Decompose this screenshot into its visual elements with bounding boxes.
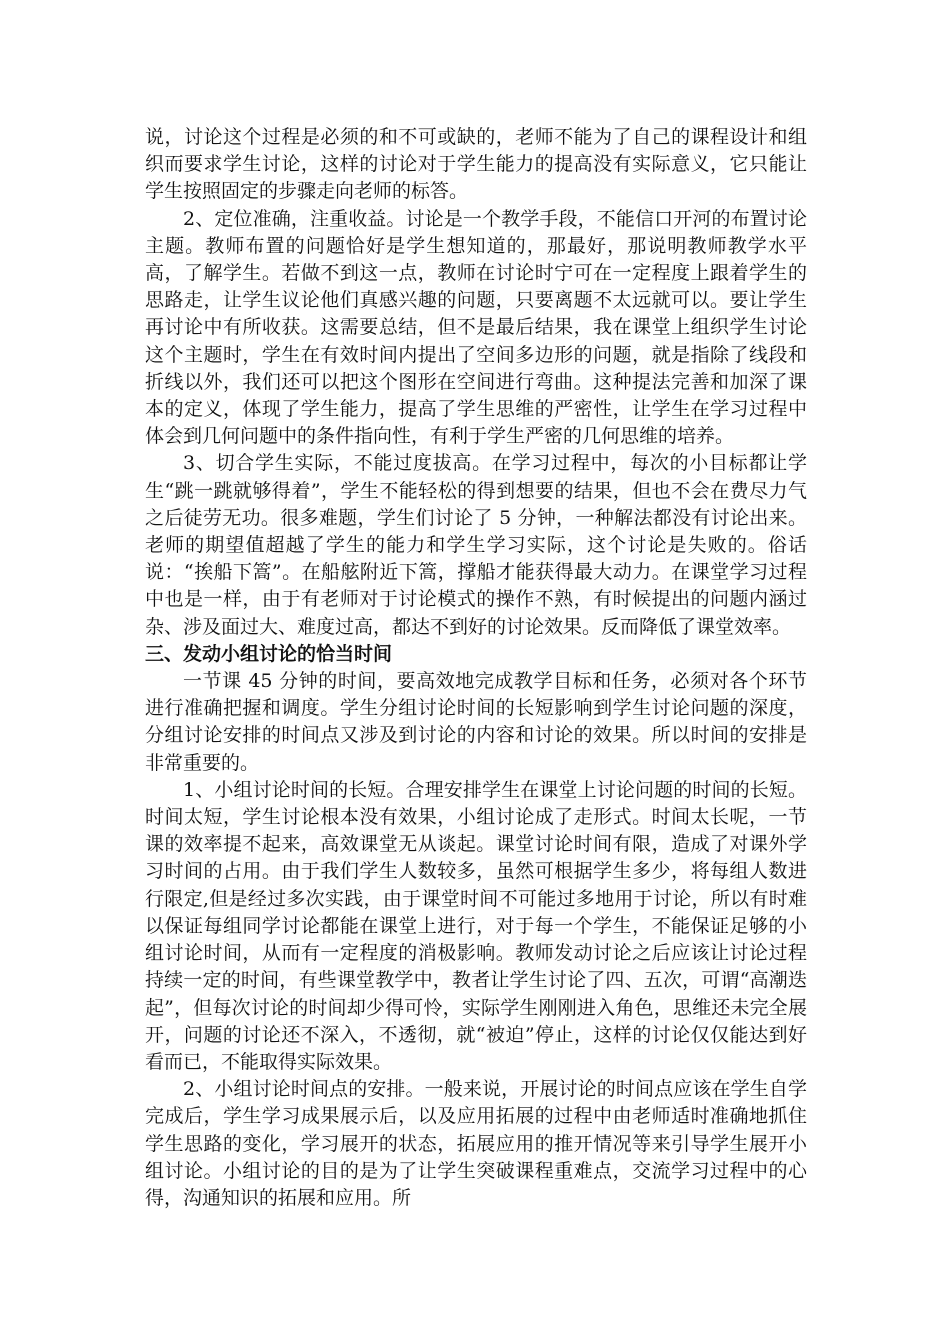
paragraph-continuation: 说，讨论这个过程是必须的和不可或缺的，老师不能为了自己的课程设计和组织而要求学生讨论，这样的讨论对于学生能力的提高没有实际意义，它只能让学生按照固定的步骤走向老师的标答。: [145, 126, 807, 203]
paragraph-point-2: 2、定位准确，注重收益。讨论是一个教学手段，不能信口开河的布置讨论主题。教师布置的问题恰好是学生想知道的，那最好，那说明教师教学水平高，了解学生。若做不到这一点，教师在讨论时宁可在一定程度上跟着学生的思路走，让学生议论他们真感兴趣的问题，只要离题不太远就可以。要让学生再讨论中有所收获。这需要总结，但不是最后结果，我在课堂上组织学生讨论这个主题时，学生在有效时间内提出了空间多边形的问题，就是指除了线段和折线以外，我们还可以把这个图形在空间进行弯曲。这种提法完善和加深了课本的定义，体现了学生能力，提高了学生思维的严密性，让学生在学习过程中体会到几何问题中的条件指向性，有利于学生严密的几何思维的培养。: [145, 207, 807, 448]
paragraph-discussion-duration: 1、小组讨论时间的长短。合理安排学生在课堂上讨论问题的时间的长短。时间太短，学生讨论根本没有效果，小组讨论成了走形式。时间太长呢，一节课的效率提不起来，高效课堂无从谈起。课堂讨论时间有限，造成了对课外学习时间的占用。由于我们学生人数较多，虽然可根据学生多少，将每组人数进行限定,但是经过多次实践，由于课堂时间不可能过多地用于讨论，所以有时难以保证每组同学讨论都能在课堂上进行，对于每一个学生，不能保证足够的小组讨论时间，从而有一定程度的消极影响。教师发动讨论之后应该让讨论过程持续一定的时间，有些课堂教学中，教者让学生讨论了四、五次，可谓“高潮迭起”，但每次讨论的时间却少得可怜，实际学生刚刚进入角色，思维还未完全展开，问题的讨论还不深入，不透彻，就“被迫”停止，这样的讨论仅仅能达到好看而已，不能取得实际效果。: [145, 778, 807, 1073]
document-body: [145, 124, 807, 1212]
paragraph-discussion-timing: 2、小组讨论时间点的安排。一般来说，开展讨论的时间点应该在学生自学完成后，学生学习成果展示后，以及应用拓展的过程中由老师适时准确地抓住学生思路的变化，学习展开的状态，拓展应用的推开情况等来引导学生展开小组讨论。小组讨论的目的是为了让学生突破课程重难点，交流学习过程中的心得，沟通知识的拓展和应用。所: [145, 1078, 807, 1209]
section-heading: 三、发动小组讨论的恰当时间: [145, 642, 393, 665]
paragraph-section-intro: 一节课 45 分钟的时间，要高效地完成教学目标和任务，必须对各个环节进行准确把握和调度。学生分组讨论时间的长短影响到学生讨论问题的深度，分组讨论安排的时间点又涉及到讨论的内容和讨论的效果。所以时间的安排是非常重要的。: [145, 670, 807, 774]
paragraph-point-3: 3、切合学生实际，不能过度拔高。在学习过程中，每次的小目标都让学生“跳一跳就够得着”，学生不能轻松的得到想要的结果，但也不会在费尽力气之后徒劳无功。很多难题，学生们讨论了 5 分钟，一种解法都没有讨论出来。老师的期望值超越了学生的能力和学生学习实际，这个讨论是失败的。俗话说：“挨船下篙”。在船舷附近下篙，撑船才能获得最大动力。在课堂学习过程中也是一样，由于有老师对于讨论模式的操作不熟，有时候提出的问题内涵过杂、涉及面过大、难度过高，都达不到好的讨论效果。反而降低了课堂效率。: [145, 452, 807, 638]
